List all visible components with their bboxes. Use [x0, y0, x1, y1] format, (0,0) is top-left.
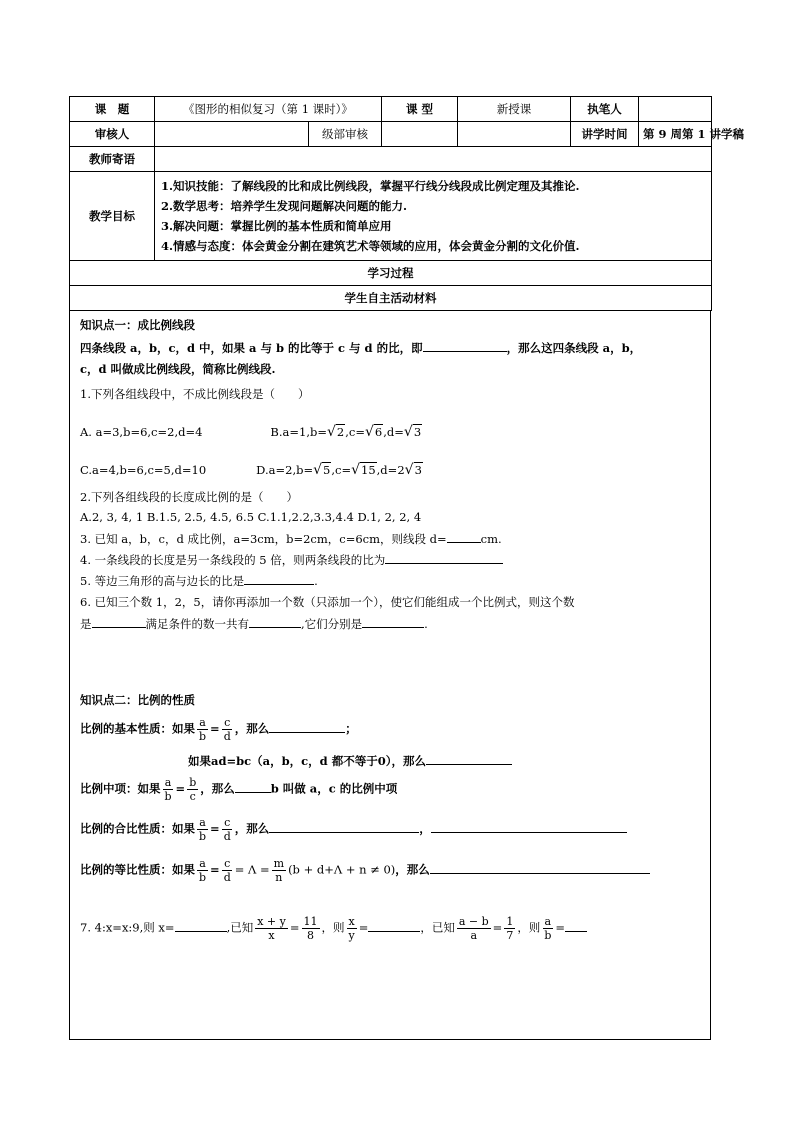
header-table	[69, 96, 745, 311]
answer-blank[interactable]	[431, 820, 627, 833]
q2-stem: 2.下列各组线段的长度成比例的是（ ）	[80, 490, 298, 504]
goal-item: 2.数学思考：培养学生发现问题解决问题的能力.	[161, 199, 408, 213]
topic-value: 《图形的相似复习（第 1 课时）》	[155, 97, 382, 122]
activity-area	[69, 311, 711, 1040]
q5: 5. 等边三角形的高与边长的比是 .	[80, 574, 318, 588]
answer-blank[interactable]	[430, 861, 650, 874]
sqrt-3: √3	[403, 424, 422, 440]
answer-blank[interactable]	[244, 572, 314, 585]
sqrt-15: √15	[351, 462, 376, 478]
answer-blank[interactable]	[423, 339, 507, 352]
time-value: 第 9 周第 1 讲学稿	[639, 122, 712, 147]
grade-review-label: 级部审核	[309, 122, 382, 146]
answer-blank[interactable]	[426, 752, 512, 765]
grade-review-value[interactable]	[382, 122, 458, 147]
sqrt-6: √6	[364, 424, 383, 440]
k1-title: 知识点一：成比例线段	[80, 318, 195, 332]
q3: 3. 已知 a，b，c，d 成比例，a=3cm，b=2cm，c=6cm，则线段 d= cm.	[80, 532, 502, 546]
goal-item: 3.解决问题：掌握比例的基本性质和简单应用	[161, 219, 392, 233]
basic-property-2: 如果ad=bc（a，b，c，d 都不等于0），那么	[188, 752, 512, 769]
q6-line1: 6. 已知三个数 1，2，5，请你再添加一个数（只添加一个），使它们能组成一个比例式，则这个数	[80, 595, 575, 609]
label-type: 课 型	[382, 97, 458, 122]
section-process: 学习过程	[70, 261, 712, 286]
goals-list	[155, 172, 712, 261]
answer-blank[interactable]	[235, 780, 271, 793]
answer-blank[interactable]	[249, 615, 301, 628]
q1-options-cd: C.a=4,b=6,c=5,d=10 D.a=2,b=√5,c=√15,d=2√3	[80, 462, 422, 478]
section-material: 学生自主活动材料	[70, 286, 712, 311]
k2-title: 知识点二：比例的性质	[80, 693, 195, 707]
q2-options: A.2, 3, 4, 1 B.1.5, 2.5, 4.5, 6.5 C.1.1,2.2,3.3,4.4 D.1, 2, 2, 4	[80, 510, 422, 524]
sqrt-5: √5	[313, 462, 331, 478]
label-time: 讲学时间	[571, 122, 639, 147]
answer-blank[interactable]	[269, 720, 345, 733]
answer-blank[interactable]	[385, 551, 503, 564]
q1-stem: 1.下列各组线段中，不成比例线段是（ ）	[80, 387, 310, 401]
author-value[interactable]	[639, 97, 712, 122]
worksheet	[69, 96, 745, 1040]
answer-blank[interactable]	[269, 820, 419, 833]
answer-blank[interactable]	[368, 919, 420, 932]
q6-line2: 是 满足条件的数一共有 ,它们分别是 .	[80, 617, 428, 631]
q4: 4. 一条线段的长度是另一条线段的 5 倍，则两条线段的比为	[80, 551, 503, 568]
label-reviewer: 审核人	[70, 122, 155, 147]
goal-item: 1.知识技能：了解线段的比和成比例线段，掌握平行线分线段成比例定理及其推论.	[161, 179, 580, 193]
answer-blank[interactable]	[175, 919, 227, 932]
q7: 7. 4:x=x:9,则 x= ,已知 $\frac{x + y}{x}$ = $\frac{11}{8}$ ，则 $\frac{x}{y}$ = ，已知 $\frac{a - b}{a}$ = $\frac{1}{7}$ ，则 $\frac{a}{b}$ =	[80, 915, 587, 942]
mean-proportional: 比例中项：如果 $\frac{a}{b}$ = $\frac{b}{c}$ ，那么 b 叫做 a，c 的比例中项	[80, 776, 398, 803]
type-value: 新授课	[458, 97, 571, 122]
label-author: 执笔人	[571, 97, 639, 122]
basic-property: 比例的基本性质：如果 $\frac{a}{b}$ = $\frac{c}{d}$ ，那么 ；	[80, 716, 357, 743]
answer-blank[interactable]	[447, 530, 481, 543]
sqrt-3b: √3	[404, 462, 422, 478]
message-value[interactable]	[155, 147, 712, 172]
k1-definition-2: c，d 叫做成比例线段，简称比例线段.	[80, 362, 276, 376]
reviewer-value[interactable]	[155, 122, 382, 147]
sum-property: 比例的合比性质：如果 $\frac{a}{b}$ = $\frac{c}{d}$ ，那么 ，	[80, 816, 627, 843]
answer-blank[interactable]	[362, 615, 424, 628]
goal-item: 4.情感与态度：体会黄金分割在建筑艺术等领域的应用，体会黄金分割的文化价值.	[161, 239, 580, 253]
label-message: 教师寄语	[70, 147, 155, 172]
sqrt-2: √2	[327, 424, 345, 440]
label-goals: 教学目标	[70, 172, 155, 261]
equal-ratio-property: 比例的等比性质：如果 $\frac{a}{b}$ = $\frac{c}{d}$ = Λ = $\frac{m}{n}$ (b + d+Λ + n ≠ 0)，那么	[80, 857, 650, 884]
answer-blank[interactable]	[92, 615, 146, 628]
k1-definition: 四条线段 a，b，c，d 中，如果 a 与 b 的比等于 c 与 d 的比，即 ，那么这四条线段 a，b，	[80, 341, 642, 355]
q1-options-ab: A. a=3,b=6,c=2,d=4 B.a=1,b=√2,c=√6,d=√3	[80, 424, 422, 440]
label-topic: 课 题	[70, 97, 155, 122]
answer-blank[interactable]	[565, 919, 587, 932]
